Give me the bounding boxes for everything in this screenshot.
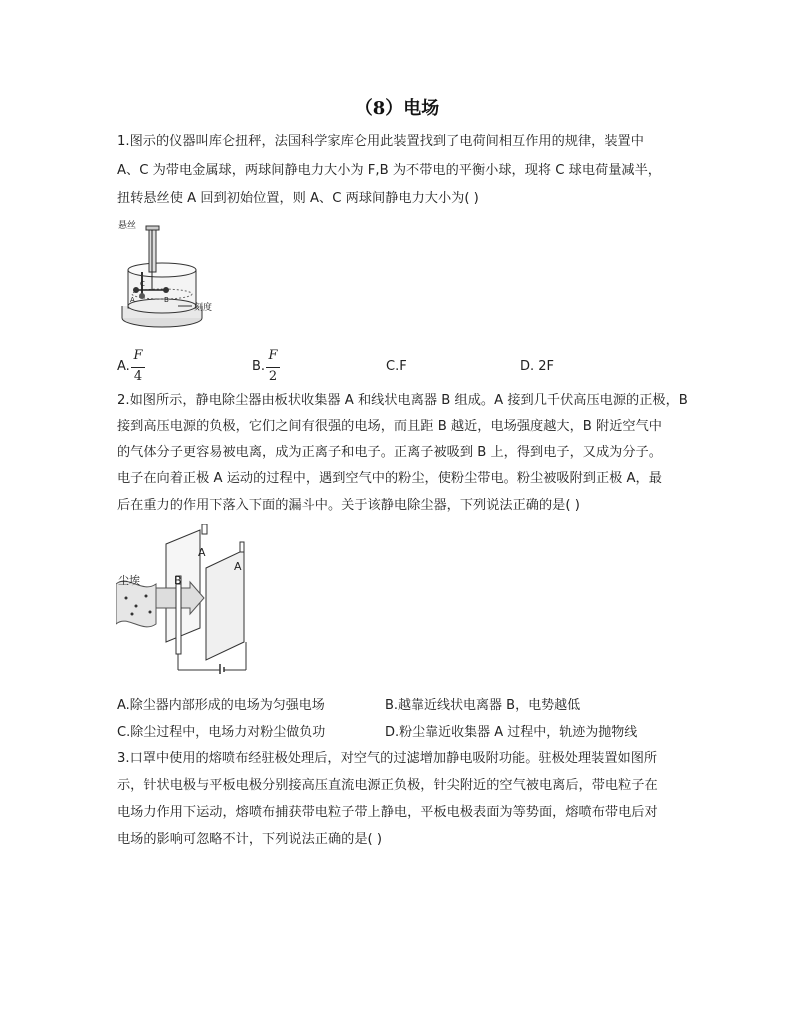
label-b: B [164, 296, 169, 304]
option-c[interactable]: C.F [386, 359, 407, 374]
option-d[interactable]: D. 2F [520, 359, 555, 374]
question-text-line: 扭转悬丝使 A 回到初始位置，则 A、C 两球间静电力大小为( ) [117, 191, 479, 206]
question-text-line: 接到高压电源的负极，它们之间有很强的电场，而且距 B 越近，电场强度越大，B 附近空气中 [117, 419, 662, 434]
option-b-numerator: F [268, 348, 278, 363]
option-a[interactable] [117, 358, 130, 376]
question-text-line: 3.口罩中使用的熔喷布经驻极处理后，对空气的过滤增加静电吸附功能。驻极处理装置如图所 [117, 751, 658, 766]
question-text-line: 1.图示的仪器叫库仑扭秤，法国科学家库仑用此装置找到了电荷间相互作用的规律，装置中 [117, 134, 644, 149]
question-text-line: 的气体分子更容易被电离，成为正离子和电子。正离子被吸到 B 上，得到电子，又成为分子。 [117, 445, 662, 460]
page-title: （8）电场 [354, 98, 440, 119]
option-c[interactable]: C.除尘过程中，电场力对粉尘做负功 [117, 725, 326, 740]
question-text-line: 电场的影响可忽略不计，下列说法正确的是( ) [117, 832, 383, 847]
label-c: C [140, 280, 145, 288]
option-b[interactable] [252, 358, 265, 376]
fraction-bar [131, 367, 145, 368]
fraction-bar [266, 367, 280, 368]
option-a-fraction [131, 348, 145, 382]
question-text-line: 电场力作用下运动，熔喷布捕获带电粒子带上静电，平板电极表面为等势面，熔喷布带电后对 [117, 805, 658, 820]
option-a-prefix: A. [117, 359, 130, 374]
option-b-prefix: B. [252, 359, 266, 374]
question-text-line: 2.如图所示，静电除尘器由板状收集器 A 和线状电离器 B 组成。A 接到几千伏高压电源的正极，B [117, 393, 688, 408]
option-a-numerator: F [133, 348, 143, 363]
label-wire-b: B [174, 574, 182, 587]
torsion-balance-figure [116, 218, 216, 336]
label-a: A [130, 296, 135, 304]
option-b-fraction [266, 348, 280, 382]
option-d[interactable]: D.粉尘靠近收集器 A 过程中，轨迹为抛物线 [385, 725, 638, 740]
question-text-line: 后在重力的作用下落入下面的漏斗中。关于该静电除尘器，下列说法正确的是( ) [117, 498, 580, 513]
option-b-denominator: 2 [268, 369, 278, 384]
label-wire: 悬丝 [118, 221, 137, 231]
option-b[interactable]: B.越靠近线状电离器 B，电势越低 [385, 698, 581, 713]
electrostatic-precipitator-figure [116, 524, 266, 674]
label-plate-a-front: A [234, 560, 242, 573]
label-plate-a-back: A [198, 546, 206, 559]
question-text-line: 示，针状电极与平板电极分别接高压直流电源正负极，针尖附近的空气被电离后，带电粒子在 [117, 778, 658, 793]
question-text-line: A、C 为带电金属球，两球间静电力大小为 F,B 为不带电的平衡小球，现将 C 球电荷量减半， [117, 163, 661, 178]
option-a-denominator: 4 [133, 369, 143, 384]
label-dust: 尘埃 [118, 574, 140, 587]
option-a[interactable]: A.除尘器内部形成的电场为匀强电场 [117, 698, 325, 713]
question-text-line: 电子在向着正极 A 运动的过程中，遇到空气中的粉尘，使粉尘带电。粉尘被吸附到正极 A，最 [117, 471, 662, 486]
label-scale: 刻度 [194, 303, 213, 313]
